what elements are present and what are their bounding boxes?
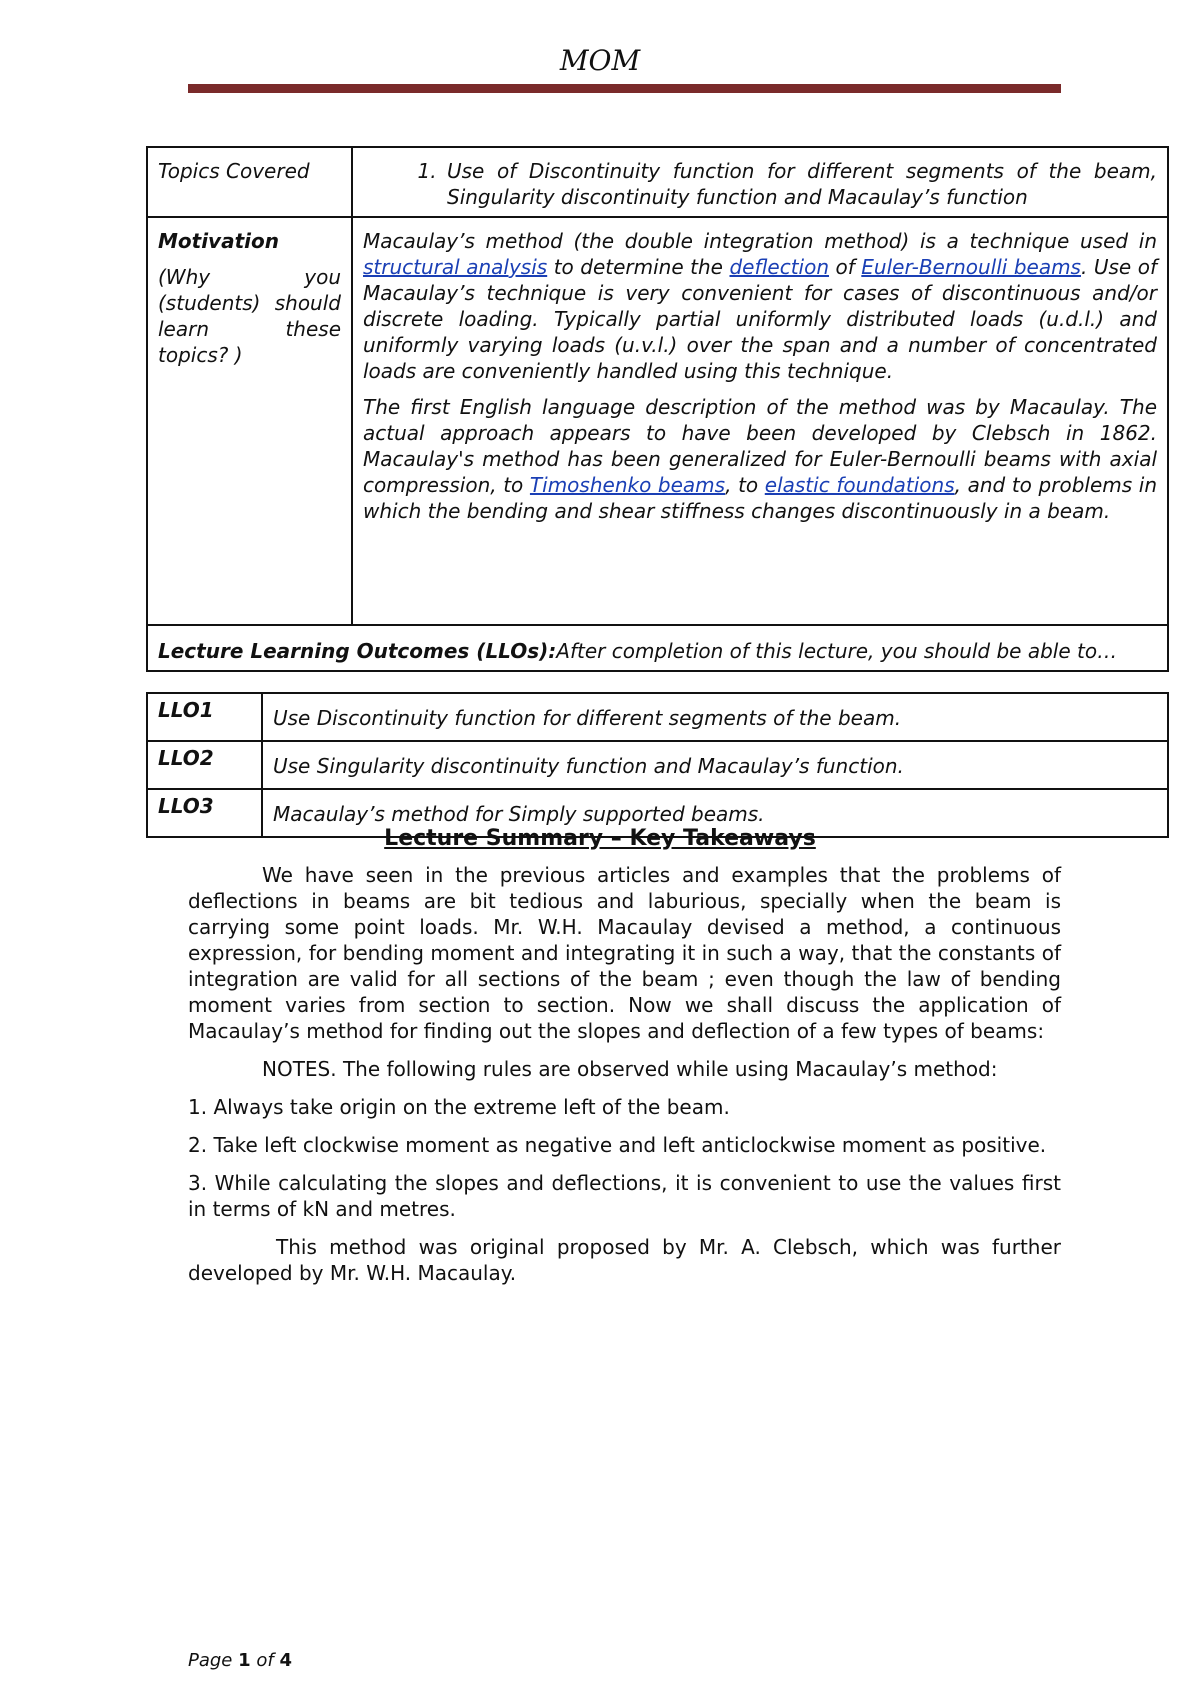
llo-table	[146, 692, 1169, 838]
llo-text: Use Discontinuity function for different segments of the beam.	[262, 693, 1168, 741]
of-label: of	[256, 1650, 274, 1671]
text-span: , to	[725, 473, 765, 497]
topics-content	[352, 147, 1168, 217]
page-total: 4	[279, 1650, 293, 1671]
motivation-title: Motivation	[158, 229, 279, 253]
motivation-content	[352, 217, 1168, 625]
text-span: to determine the	[547, 255, 730, 279]
euler-bernoulli-beams-link[interactable]: Euler-Bernoulli beams	[861, 255, 1081, 279]
llo-row	[147, 741, 1168, 789]
timoshenko-beams-link[interactable]: Timoshenko beams	[529, 473, 726, 497]
deflection-link[interactable]: deflection	[729, 255, 830, 279]
llo-code: LLO3	[147, 789, 262, 837]
llo-row	[147, 693, 1168, 741]
page-header-title: MOM	[559, 44, 641, 77]
notes-paragraph: NOTES. The following rules are observed while using Macaulay’s method:	[262, 1057, 998, 1081]
text-span: . Use of Macaulay’s technique is very convenient for cases of discontinuous and/or discrete loading. Typically partial uniformly distributed loads (u.d.l.) and uniformly varying loads (u.v.l.) over the span and a number of concentrated loads are conveniently handled using this technique.	[363, 255, 1157, 383]
summary-title: Lecture Summary – Key Takeaways	[384, 826, 816, 851]
motivation-row	[147, 217, 1168, 625]
text-span: The first English language description of the method was by Macaulay. The actual approach appears to have been developed by Clebsch in 1862. Macaulay's method has been generalized for Euler-Bernoulli beams with axial compression, to	[363, 395, 1157, 497]
llo-code: LLO2	[147, 741, 262, 789]
summary-body	[188, 862, 1061, 1298]
text-span: of	[829, 255, 862, 279]
rule-3: 3. While calculating the slopes and deflections, it is convenient to use the values first in terms of kN and metres.	[188, 1171, 1061, 1221]
motivation-label-cell	[147, 217, 352, 625]
llo-heading-cell	[147, 625, 1168, 671]
llo-text: Use Singularity discontinuity function and Macaulay’s function.	[262, 741, 1168, 789]
topics-label: Topics Covered	[147, 147, 352, 217]
text-span: Macaulay’s method (the double integration method) is a technique used in	[363, 229, 1157, 253]
rule-2: 2. Take left clockwise moment as negative and left anticlockwise moment as positive.	[188, 1133, 1047, 1157]
motivation-paragraph-1	[363, 228, 1157, 384]
page-number: 1	[238, 1650, 251, 1671]
page-footer	[188, 1650, 292, 1671]
motivation-paragraph-2	[363, 394, 1157, 524]
topics-row	[147, 147, 1168, 217]
lecture-info-table	[146, 146, 1169, 672]
topics-list	[363, 158, 1157, 210]
llo-heading-row	[147, 625, 1168, 671]
llo-heading: Lecture Learning Outcomes (LLOs):	[158, 639, 557, 663]
structural-analysis-link[interactable]: structural analysis	[363, 255, 548, 279]
llo-intro: After completion of this lecture, you should be able to…	[556, 639, 1118, 663]
rule-1: 1. Always take origin on the extreme left of the beam.	[188, 1095, 730, 1119]
llo-code: LLO1	[147, 693, 262, 741]
topic-item: 1. Use of Discontinuity function for different segments of the beam, Singularity discontinuity function and Macaulay’s function	[443, 158, 1157, 210]
motivation-subtitle: (Why you (students) should learn these topics? )	[158, 265, 341, 367]
closing-paragraph: This method was original proposed by Mr. A. Clebsch, which was further developed by Mr. W.H. Macaulay.	[188, 1235, 1061, 1285]
page-label: Page	[188, 1650, 233, 1671]
llo-text: Macaulay’s method for Simply supported beams.	[262, 789, 1168, 837]
header-divider	[188, 84, 1061, 93]
text-span: , and to problems in which the bending and shear stiffness changes discontinuously in a beam.	[363, 473, 1157, 523]
elastic-foundations-link[interactable]: elastic foundations	[764, 473, 955, 497]
summary-paragraph: We have seen in the previous articles and examples that the problems of deflections in beams are bit tedious and laburious, specially when the beam is carrying some point loads. Mr. W.H. Macaulay devised a method, a continuous expression, for bending moment and integrating it in such a way, that the constants of integration are valid for all sections of the beam ; even though the law of bending moment varies from section to section. Now we shall discuss the application of Macaulay’s method for finding out the slopes and deflection of a few types of beams:	[188, 863, 1061, 1043]
